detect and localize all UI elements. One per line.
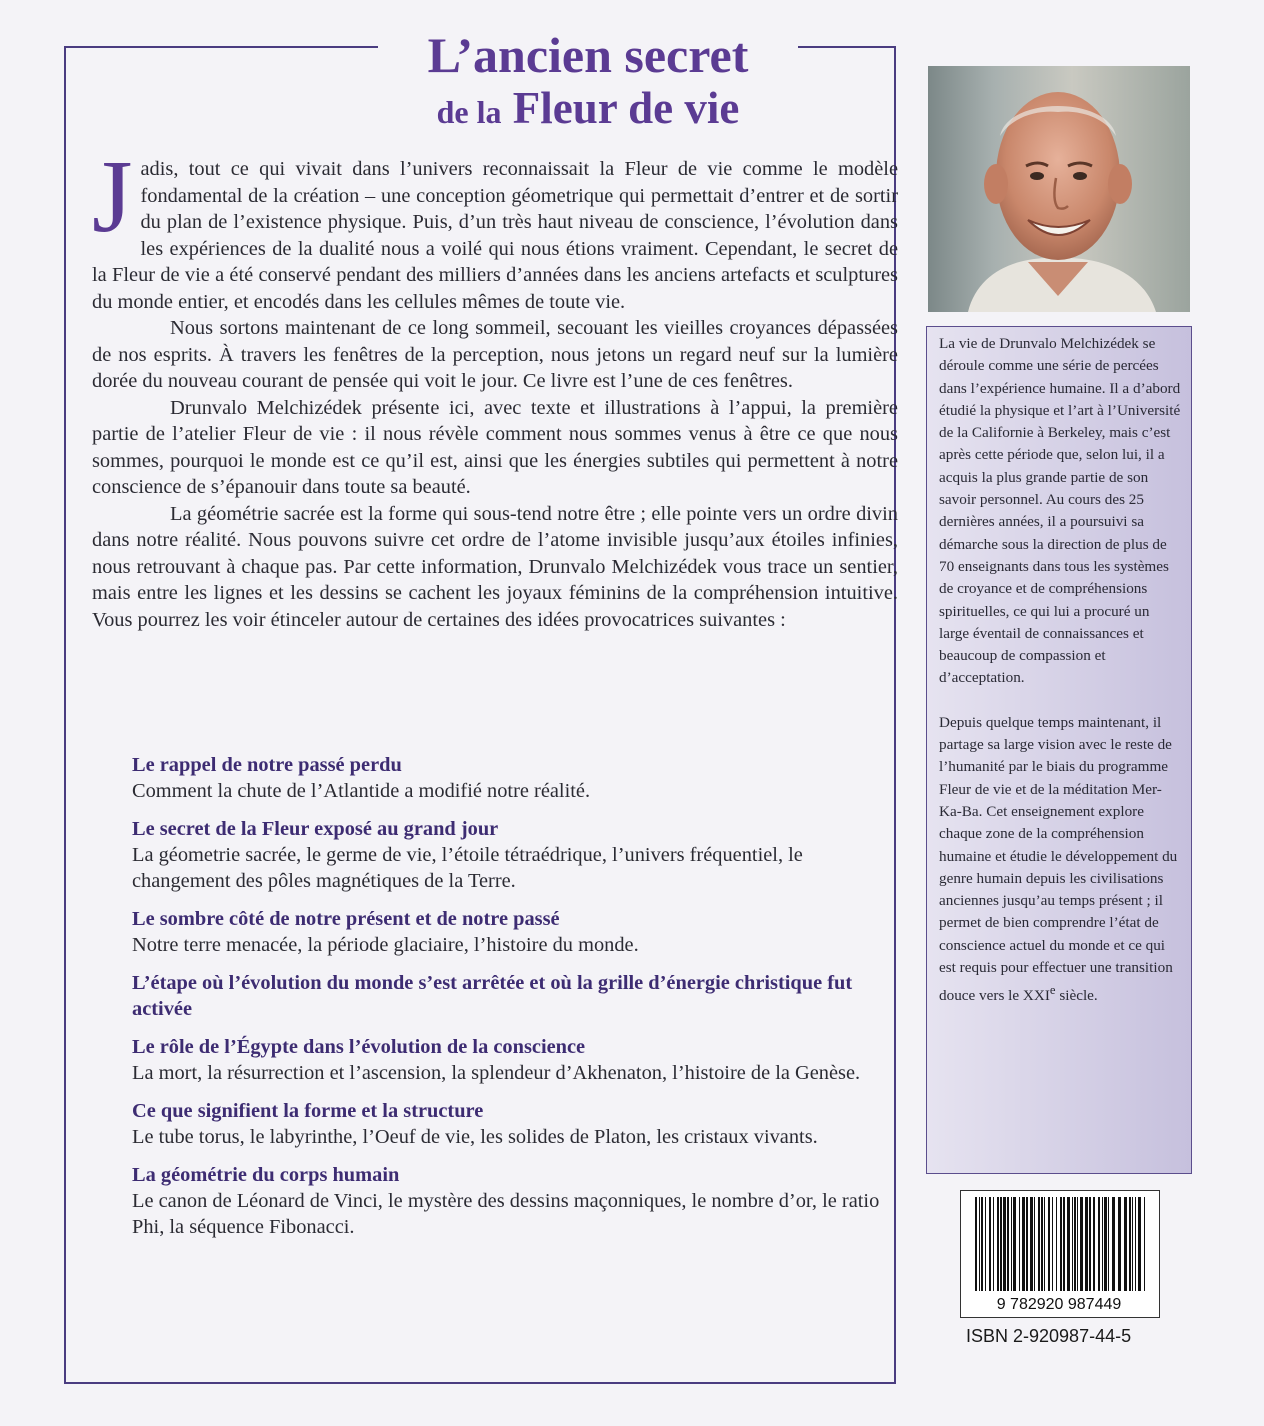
barcode-bar bbox=[1074, 1197, 1076, 1291]
topic-heading: L’étape où l’évolution du monde s’est arrêtée et où la grille d’énergie christique fut activée bbox=[132, 972, 853, 1020]
barcode-bar bbox=[1019, 1197, 1020, 1291]
barcode-digits: 9 782920 987449 bbox=[996, 1296, 1122, 1313]
topic-description: Le tube torus, le labyrinthe, l’Oeuf de vie, les solides de Platon, les cristaux vivants. bbox=[132, 1126, 818, 1148]
barcode-bar bbox=[1038, 1197, 1040, 1291]
barcode-bar bbox=[989, 1197, 991, 1291]
barcode-bar bbox=[1000, 1197, 1002, 1291]
barcode-bar bbox=[1104, 1197, 1107, 1291]
barcode-bar bbox=[1112, 1197, 1115, 1291]
topic-item bbox=[132, 970, 898, 1022]
topic-heading: Le rappel de notre passé perdu bbox=[132, 754, 402, 776]
topic-heading: Le rôle de l’Égypte dans l’évolution de la conscience bbox=[132, 1036, 586, 1058]
bio-paragraph-2-text: Depuis quelque temps maintenant, il partage sa large vision avec le reste de l’humanité par le biais du programme Fleur de vie et de la méditation Mer-Ka-Ba. Cet enseignement explore chaque zone de la compréhension humaine et étudie le développement du genre humain depuis les civilisations anciennes jusqu’au temps présent ; il permet de bien comprendre l’état de conscience actuel du monde et ce qui est requis pour effectuer une transition douce vers le XXI bbox=[939, 713, 1178, 1005]
barcode-bar bbox=[1048, 1197, 1050, 1291]
topic-description: Le canon de Léonard de Vinci, le mystère des dessins maçonniques, le nombre d’or, le ratio Phi, la séquence Fibonacci. bbox=[132, 1190, 880, 1238]
author-bio-box bbox=[926, 326, 1192, 1174]
barcode-bar bbox=[1030, 1197, 1033, 1291]
barcode-bar bbox=[1093, 1197, 1095, 1291]
intro-paragraph-3: Drunvalo Melchizédek présente ici, avec texte et illustrations à l’appui, la première partie de l’atelier Fleur de vie : il nous révèle comment nous sommes venus à être ce que nous sommes, pourquoi le monde est ce qu’il est, ainsi que les énergies subtiles qui permettent à notre conscience de s’épanouir dans toute sa beauté. bbox=[92, 396, 898, 498]
barcode-bar bbox=[1138, 1197, 1141, 1291]
title-line-2-main: Fleur de vie bbox=[512, 83, 740, 133]
topic-heading: Le secret de la Fleur exposé au grand jour bbox=[132, 818, 499, 840]
barcode-bar bbox=[1041, 1197, 1043, 1291]
barcode-bar bbox=[1077, 1197, 1078, 1291]
barcode-bar bbox=[981, 1197, 983, 1291]
author-photo bbox=[928, 66, 1190, 312]
author-portrait-illustration bbox=[928, 66, 1190, 312]
barcode-bar bbox=[1013, 1197, 1016, 1291]
barcode-bar bbox=[1063, 1197, 1065, 1291]
barcode-bar bbox=[1003, 1197, 1006, 1291]
barcode-bar bbox=[1052, 1197, 1053, 1291]
barcode-bar bbox=[1124, 1197, 1127, 1291]
topic-item bbox=[132, 752, 898, 804]
title-line-2-prefix: de la bbox=[436, 94, 502, 130]
barcode-bar bbox=[1056, 1197, 1057, 1291]
drop-cap: J bbox=[92, 139, 133, 254]
intro-paragraph-2: Nous sortons maintenant de ce long sommeil, secouant les vieilles croyances dépassées de nos esprits. À travers les fenêtres de la perception, nous jetons un regard neuf sur la lumière dorée du nouveau courant de pensée qui voit le jour. Ce livre est l’une de ces fenêtres. bbox=[92, 317, 898, 392]
topic-heading: Ce que signifient la forme et la structure bbox=[132, 1100, 484, 1122]
barcode-bar bbox=[1026, 1197, 1028, 1291]
barcode-bar bbox=[1022, 1197, 1025, 1291]
intro-paragraph-1 bbox=[92, 139, 898, 315]
barcode-bar bbox=[997, 1197, 999, 1291]
barcode-bar bbox=[1011, 1197, 1012, 1291]
topic-heading: Le sombre côté de notre présent et de notre passé bbox=[132, 908, 560, 930]
barcode-bar bbox=[1080, 1197, 1083, 1291]
barcode-bar bbox=[1060, 1197, 1062, 1291]
intro-paragraph-1-text: adis, tout ce qui vivait dans l’univers reconnaissait la Fleur de vie comme le modèle fondamental de la création – une conception géometrique qui permettait d’entrer et de sortir du plan de l’existence physique. Puis, d’un très haut niveau de conscience, l’évolution dans les expériences de la dualité nous a voilé qui nous étions vraiment. Cependant, le secret de la Fleur de vie a été conservé pendant des milliers d’années dans les anciens artefacts et sculptures du monde entier, et encodés dans les cellules mêmes de toute vie. bbox=[92, 158, 898, 313]
barcode-bar bbox=[1129, 1197, 1131, 1291]
topic-item bbox=[132, 1162, 898, 1240]
barcode-bar bbox=[1072, 1197, 1073, 1291]
barcode-bars bbox=[961, 1191, 1158, 1316]
barcode-bar bbox=[1067, 1197, 1070, 1291]
barcode-bar bbox=[975, 1197, 977, 1291]
barcode bbox=[960, 1190, 1160, 1318]
topic-description: Notre terre menacée, la période glaciaire, l’histoire du monde. bbox=[132, 934, 639, 956]
title-line-1: L’ancien secret bbox=[427, 27, 749, 83]
barcode-bar bbox=[1034, 1197, 1035, 1291]
topic-description: La géometrie sacrée, le germe de vie, l’étoile tétraédrique, l’univers fréquentiel, le changement des pôles magnétiques de la Terre. bbox=[132, 844, 803, 892]
topic-list bbox=[132, 752, 898, 1252]
bio-paragraph-2-end: siècle. bbox=[1055, 987, 1098, 1005]
barcode-bar bbox=[1085, 1197, 1088, 1291]
barcode-bar bbox=[1044, 1197, 1045, 1291]
bio-paragraph-1: La vie de Drunvalo Melchizédek se déroule comme une série de percées dans l’expérience humaine. Il a d’abord étudié la physique et l’art à l’Université de la Californie à Berkeley, mais c’est après cette période que, selon lui, il a acquis la plus grande partie de son savoir personnel. Au cours des 25 dernières années, il a poursuivi sa démarche sous la direction de plus de 70 enseignants dans tous les systèmes de croyance et de compréhensions spirituelles, ce qui lui a procuré un large éventail de connaissances et beaucoup de compassion et d’acceptation. bbox=[939, 335, 1181, 687]
barcode-bar bbox=[985, 1197, 986, 1291]
barcode-bar bbox=[1118, 1197, 1121, 1291]
intro-paragraph-4: La géométrie sacrée est la forme qui sous-tend notre être ; elle pointe vers un ordre divin dans notre réalité. Nous pouvons suivre cet ordre de l’atome invisible jusqu’aux étoiles infinies, nous retrouvant à chaque pas. Par cette information, Drunvalo Melchizédek vous trace un sentier, mais entre les lignes et les dessins se cachent les joyaux féminins de la compréhension intuitive. Vous pourrez les voir étinceler autour de certaines des idées provocatrices suivantes : bbox=[92, 502, 898, 631]
barcode-bar bbox=[1098, 1197, 1100, 1291]
bio-paragraph-2 bbox=[939, 712, 1181, 1008]
barcode-bar bbox=[1135, 1197, 1136, 1291]
barcode-bar bbox=[1144, 1197, 1145, 1291]
barcode-bar bbox=[1102, 1197, 1103, 1291]
topic-item bbox=[132, 906, 898, 958]
bio-century-superscript: e bbox=[1049, 983, 1056, 998]
topic-item bbox=[132, 1034, 898, 1086]
topic-heading: La géométrie du corps humain bbox=[132, 1164, 400, 1186]
topic-description: La mort, la résurrection et l’ascension, la splendeur d’Akhenaton, l’histoire de la Genèse. bbox=[132, 1062, 861, 1084]
title-line-2 bbox=[378, 83, 798, 133]
book-title bbox=[378, 27, 798, 133]
barcode-bar bbox=[979, 1197, 980, 1291]
topic-item bbox=[132, 1098, 898, 1150]
topic-item bbox=[132, 816, 898, 894]
intro-text bbox=[92, 139, 898, 633]
topic-description: Comment la chute de l’Atlantide a modifié notre réalité. bbox=[132, 780, 591, 802]
barcode-bar bbox=[1132, 1197, 1133, 1291]
barcode-bar bbox=[1089, 1197, 1091, 1291]
isbn-label: ISBN 2-920987-44-5 bbox=[966, 1326, 1132, 1346]
barcode-bar bbox=[1108, 1197, 1109, 1291]
barcode-bar bbox=[1007, 1197, 1009, 1291]
barcode-bar bbox=[993, 1197, 994, 1291]
